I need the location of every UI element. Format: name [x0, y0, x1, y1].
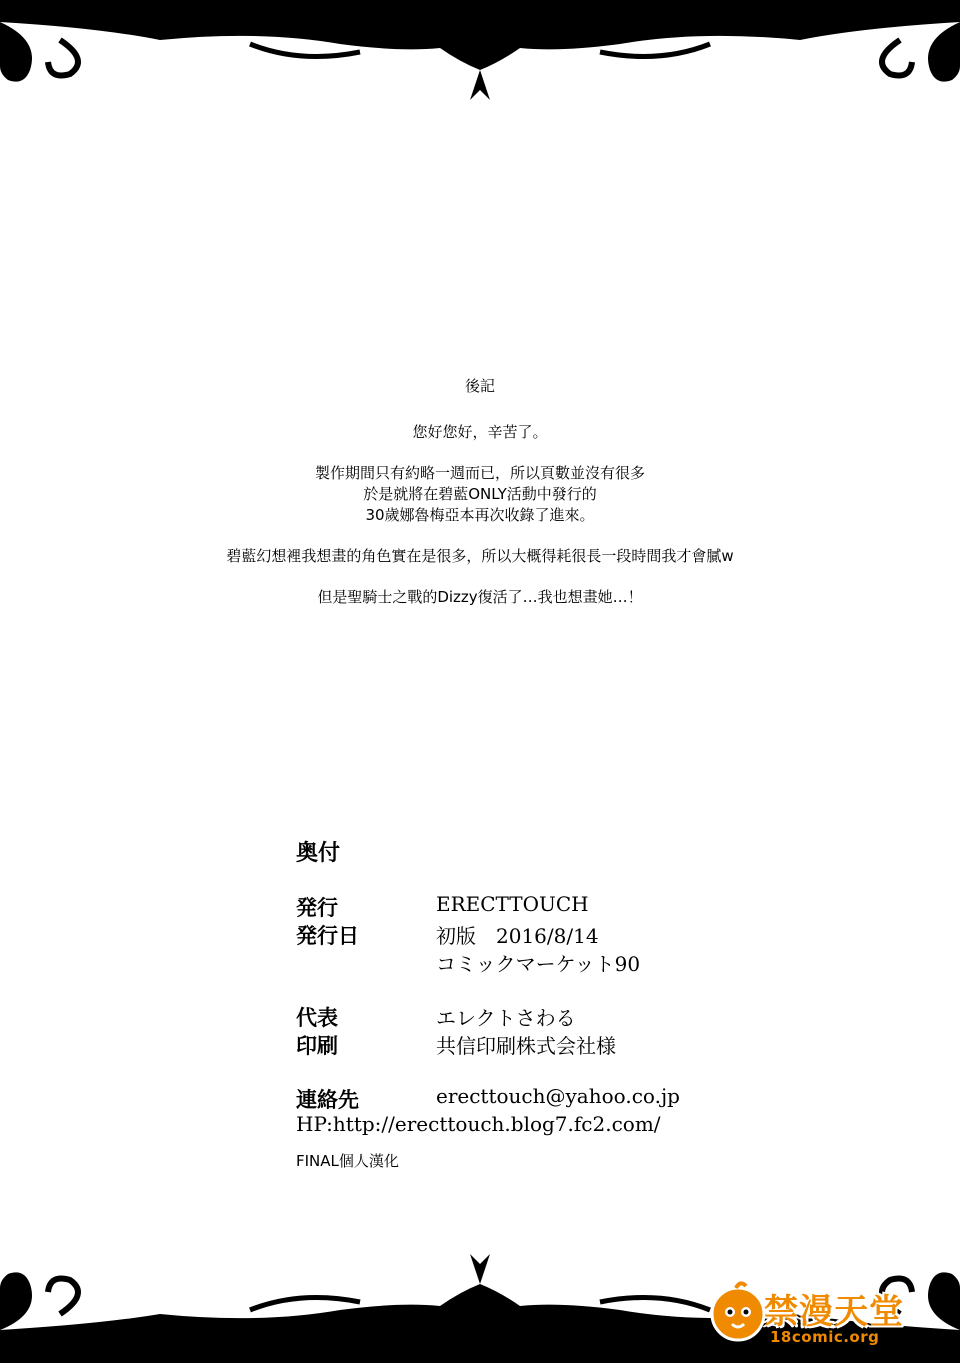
- afterword-greeting: 您好您好，辛苦了。: [412, 423, 548, 441]
- event-value: コミックマーケット90: [436, 952, 641, 976]
- contact-label: 連絡先: [296, 1088, 359, 1112]
- afterword-title: 後記: [464, 377, 495, 395]
- translation-credit: FINAL個人漢化: [296, 1152, 399, 1170]
- mascot-logo-icon: [706, 1280, 770, 1344]
- afterword-paragraph: 碧藍幻想裡我想畫的角色實在是很多，所以大概得耗很長一段時間我才會膩w: [226, 547, 734, 565]
- watermark-name: 禁漫天堂: [764, 1292, 904, 1332]
- ornamental-top-border: [0, 0, 960, 120]
- homepage-link: HP:http://erecttouch.blog7.fc2.com/: [296, 1112, 661, 1136]
- printer-value: 共信印刷株式会社様: [436, 1034, 616, 1058]
- afterword-paragraph: 但是聖騎士之戰的Dizzy復活了…我也想畫她…！: [317, 588, 643, 606]
- publisher-value: ERECTTOUCH: [436, 892, 589, 916]
- contact-value: erecttouch@yahoo.co.jp: [436, 1084, 680, 1108]
- site-watermark: [706, 1276, 928, 1354]
- afterword-line: 製作期間只有約略一週而已，所以頁數並沒有很多: [314, 464, 645, 482]
- afterword-section: [0, 376, 960, 628]
- afterword-paragraph: [0, 463, 960, 526]
- afterword-line: 於是就將在碧藍ONLY活動中發行的: [363, 485, 597, 503]
- colophon-heading: 奥付: [296, 841, 341, 866]
- watermark-url: 18comic.org: [770, 1328, 880, 1346]
- printer-label: 印刷: [296, 1034, 338, 1058]
- representative-label: 代表: [296, 1006, 338, 1030]
- date-value: 初版 2016/8/14: [436, 924, 599, 948]
- afterword-line: 30歲娜魯梅亞本再次收錄了進來。: [365, 506, 595, 524]
- publisher-label: 発行: [296, 896, 338, 920]
- representative-value: エレクトさわる: [436, 1006, 576, 1030]
- date-label: 発行日: [296, 924, 359, 948]
